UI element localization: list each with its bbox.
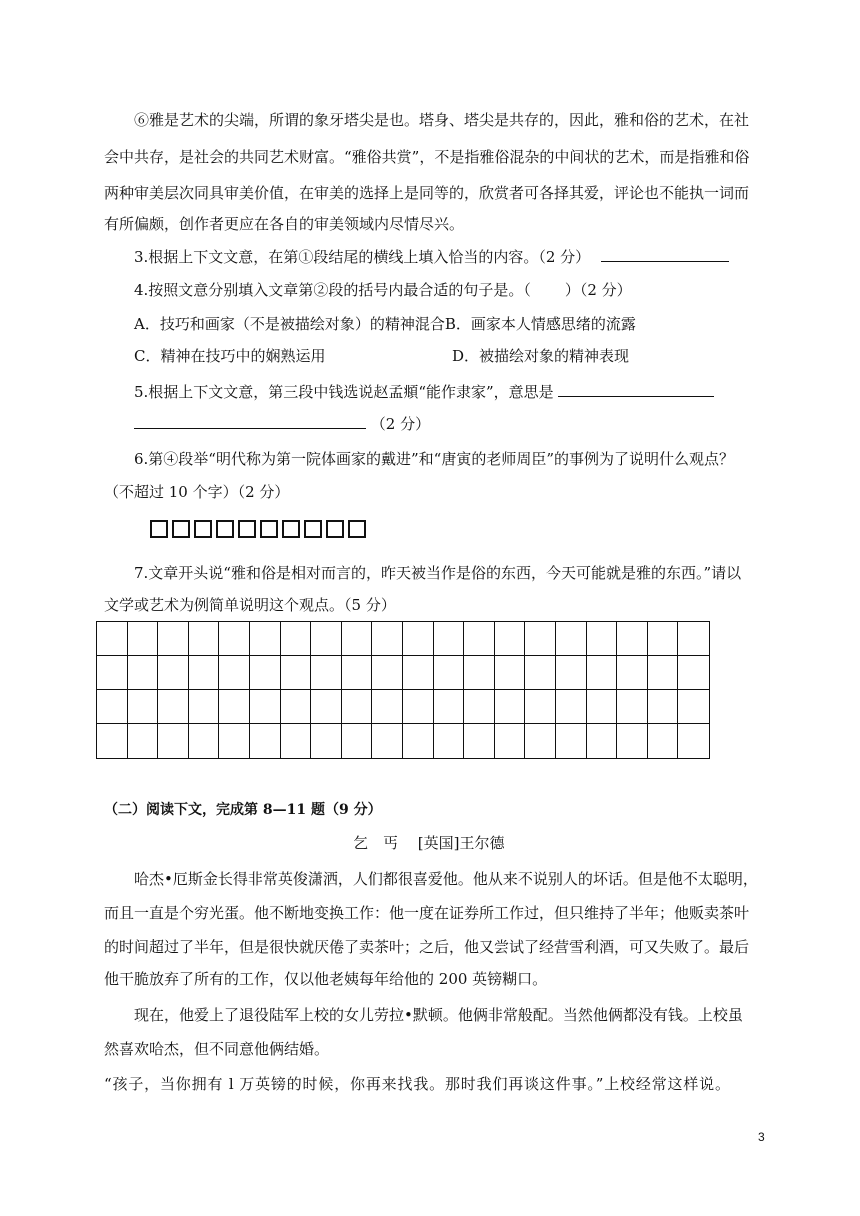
question-4-option-d: D．被描绘对象的精神表现 <box>452 347 630 365</box>
grid-cell[interactable] <box>495 690 526 724</box>
grid-cell[interactable] <box>648 690 679 724</box>
grid-cell[interactable] <box>281 656 312 690</box>
grid-cell[interactable] <box>556 656 587 690</box>
question-7-line-2: 文学或艺术为例简单说明这个观点。（5 分） <box>104 596 396 614</box>
grid-cell[interactable] <box>311 656 342 690</box>
grid-cell[interactable] <box>556 724 587 758</box>
grid-cell[interactable] <box>617 724 648 758</box>
grid-cell[interactable] <box>434 622 465 656</box>
question-5 <box>134 382 714 402</box>
grid-cell[interactable] <box>556 622 587 656</box>
grid-cell[interactable] <box>342 656 373 690</box>
grid-cell[interactable] <box>495 656 526 690</box>
question-3-text: 3.根据上下文文意，在第①段结尾的横线上填入恰当的内容。（2 分） <box>134 248 591 266</box>
grid-cell[interactable] <box>128 622 159 656</box>
grid-cell[interactable] <box>617 656 648 690</box>
grid-cell[interactable] <box>158 622 189 656</box>
answer-blank-5b[interactable] <box>134 414 366 429</box>
grid-cell[interactable] <box>189 656 220 690</box>
grid-cell[interactable] <box>434 724 465 758</box>
grid-cell[interactable] <box>128 724 159 758</box>
paragraph-6-line-3: 两种审美层次同具审美价值，在审美的选择上是同等的，欣赏者可各择其爱，评论也不能执一词而 <box>104 184 750 202</box>
grid-cell[interactable] <box>158 724 189 758</box>
grid-cell[interactable] <box>648 656 679 690</box>
answer-box[interactable] <box>348 520 366 538</box>
answer-blank-5a[interactable] <box>558 382 714 397</box>
grid-cell[interactable] <box>219 656 250 690</box>
grid-cell[interactable] <box>556 690 587 724</box>
grid-cell[interactable] <box>525 656 556 690</box>
grid-cell[interactable] <box>464 622 495 656</box>
grid-cell[interactable] <box>372 690 403 724</box>
question-4-score: ）（2 分） <box>564 281 632 299</box>
grid-cell[interactable] <box>97 656 128 690</box>
grid-cell[interactable] <box>372 656 403 690</box>
story-para-1-line-3: 的时间超过了半年，但是很快就厌倦了卖茶叶；之后，他又尝试了经营雪利酒，可又失败了。最后 <box>104 938 750 956</box>
section-2-heading: （二）阅读下文，完成第 8—11 题（9 分） <box>104 802 382 818</box>
grid-cell[interactable] <box>525 690 556 724</box>
grid-cell[interactable] <box>648 622 679 656</box>
grid-cell[interactable] <box>678 622 709 656</box>
question-4 <box>134 280 632 300</box>
grid-cell[interactable] <box>97 690 128 724</box>
grid-cell[interactable] <box>434 656 465 690</box>
grid-cell[interactable] <box>128 656 159 690</box>
answer-boxes-6 <box>150 520 366 538</box>
grid-cell[interactable] <box>495 724 526 758</box>
grid-cell[interactable] <box>403 690 434 724</box>
grid-cell[interactable] <box>372 724 403 758</box>
grid-cell[interactable] <box>281 724 312 758</box>
grid-cell[interactable] <box>678 724 709 758</box>
grid-cell[interactable] <box>403 656 434 690</box>
grid-cell[interactable] <box>464 656 495 690</box>
question-6-line-1: 6.第④段举“明代称为第一院体画家的戴进”和“唐寅的老师周臣”的事例为了说明什么观点？ <box>134 450 734 468</box>
grid-cell[interactable] <box>97 622 128 656</box>
answer-box[interactable] <box>260 520 278 538</box>
grid-cell[interactable] <box>525 622 556 656</box>
grid-cell[interactable] <box>587 724 618 758</box>
question-5-score: （2 分） <box>370 415 431 433</box>
answer-box[interactable] <box>150 520 168 538</box>
grid-cell[interactable] <box>403 724 434 758</box>
story-para-1-line-2: 而且一直是个穷光蛋。他不断地变换工作：他一度在证券所工作过，但只维持了半年；他贩卖茶叶 <box>104 904 750 922</box>
paragraph-6-line-2: 会中共存，是社会的共同艺术财富。“雅俗共赏”，不是指雅俗混杂的中间状的艺术，而是指雅和俗 <box>104 148 750 166</box>
answer-box[interactable] <box>326 520 344 538</box>
answer-box[interactable] <box>172 520 190 538</box>
grid-cell[interactable] <box>678 656 709 690</box>
answer-box[interactable] <box>304 520 322 538</box>
grid-cell[interactable] <box>311 622 342 656</box>
grid-cell[interactable] <box>403 622 434 656</box>
page-number: 3 <box>758 1130 765 1144</box>
option-a: A．技巧和画家（不是被描绘对象）的精神混合 <box>134 315 445 333</box>
question-5-cont <box>134 414 430 434</box>
answer-box[interactable] <box>238 520 256 538</box>
story-para-3-line-1: “孩子，当你拥有 l 万英镑的时候，你再来找我。那时我们再谈这件事。”上校经常这样说。 <box>104 1075 730 1093</box>
grid-cell[interactable] <box>250 656 281 690</box>
story-para-2-line-1: 现在，他爱上了退役陆军上校的女儿劳拉•默顿。他俩非常般配。当然他俩都没有钱。上校虽 <box>134 1006 743 1024</box>
grid-cell[interactable] <box>342 690 373 724</box>
grid-cell[interactable] <box>128 690 159 724</box>
question-6-line-2: （不超过 10 个字）（2 分） <box>104 483 290 501</box>
grid-cell[interactable] <box>678 690 709 724</box>
paragraph-6-line-4: 有所偏颇，创作者更应在各自的审美领域内尽情尽兴。 <box>104 215 465 233</box>
grid-cell[interactable] <box>372 622 403 656</box>
answer-blank-3[interactable] <box>601 247 729 262</box>
grid-cell[interactable] <box>342 622 373 656</box>
answer-box[interactable] <box>282 520 300 538</box>
grid-cell[interactable] <box>219 724 250 758</box>
grid-cell[interactable] <box>250 690 281 724</box>
question-3 <box>134 247 729 267</box>
grid-cell[interactable] <box>342 724 373 758</box>
grid-cell[interactable] <box>587 656 618 690</box>
grid-cell[interactable] <box>648 724 679 758</box>
option-b: B．画家本人情感思绪的流露 <box>444 315 636 333</box>
grid-cell[interactable] <box>434 690 465 724</box>
question-7-line-1: 7.文章开头说“雅和俗是相对而言的，昨天被当作是俗的东西，今天可能就是雅的东西。”请以 <box>134 564 742 582</box>
grid-cell[interactable] <box>495 622 526 656</box>
grid-cell[interactable] <box>311 690 342 724</box>
paragraph-6-line-1: ⑥雅是艺术的尖端，所谓的象牙塔尖是也。塔身、塔尖是共存的，因此，雅和俗的艺术，在社 <box>134 111 750 129</box>
story-title: 乞 丐 [英国]王尔德 <box>353 834 505 852</box>
grid-cell[interactable] <box>158 656 189 690</box>
grid-cell[interactable] <box>189 724 220 758</box>
grid-cell[interactable] <box>250 724 281 758</box>
grid-cell[interactable] <box>250 622 281 656</box>
story-para-1-line-4: 他干脆放弃了所有的工作，仅以他老姨每年给他的 200 英镑糊口。 <box>104 970 548 988</box>
grid-cell[interactable] <box>464 690 495 724</box>
question-4-option-c: C．精神在技巧中的娴熟运用 <box>134 347 326 365</box>
grid-cell[interactable] <box>311 724 342 758</box>
grid-cell[interactable] <box>617 622 648 656</box>
grid-cell[interactable] <box>219 690 250 724</box>
answer-grid-7[interactable] <box>96 621 710 759</box>
grid-cell[interactable] <box>158 690 189 724</box>
grid-cell[interactable] <box>587 622 618 656</box>
grid-cell[interactable] <box>219 622 250 656</box>
question-4-text: 4.按照文意分别填入文章第②段的括号内最合适的句子是。（ <box>134 281 531 299</box>
grid-cell[interactable] <box>281 622 312 656</box>
question-4-options-ab <box>134 314 636 334</box>
answer-box[interactable] <box>216 520 234 538</box>
grid-cell[interactable] <box>97 724 128 758</box>
question-5-text: 5.根据上下文文意，第三段中钱选说赵孟頫“能作隶家”，意思是 <box>134 383 554 401</box>
grid-cell[interactable] <box>281 690 312 724</box>
story-para-2-line-2: 然喜欢哈杰，但不同意他俩结婚。 <box>104 1040 330 1058</box>
grid-cell[interactable] <box>587 690 618 724</box>
answer-box[interactable] <box>194 520 212 538</box>
story-para-1-line-1: 哈杰•厄斯金长得非常英俊潇洒，人们都很喜爱他。他从来不说别人的坏话。但是他不太聪明， <box>134 870 758 888</box>
grid-cell[interactable] <box>189 690 220 724</box>
grid-cell[interactable] <box>525 724 556 758</box>
grid-cell[interactable] <box>617 690 648 724</box>
grid-cell[interactable] <box>189 622 220 656</box>
grid-cell[interactable] <box>464 724 495 758</box>
